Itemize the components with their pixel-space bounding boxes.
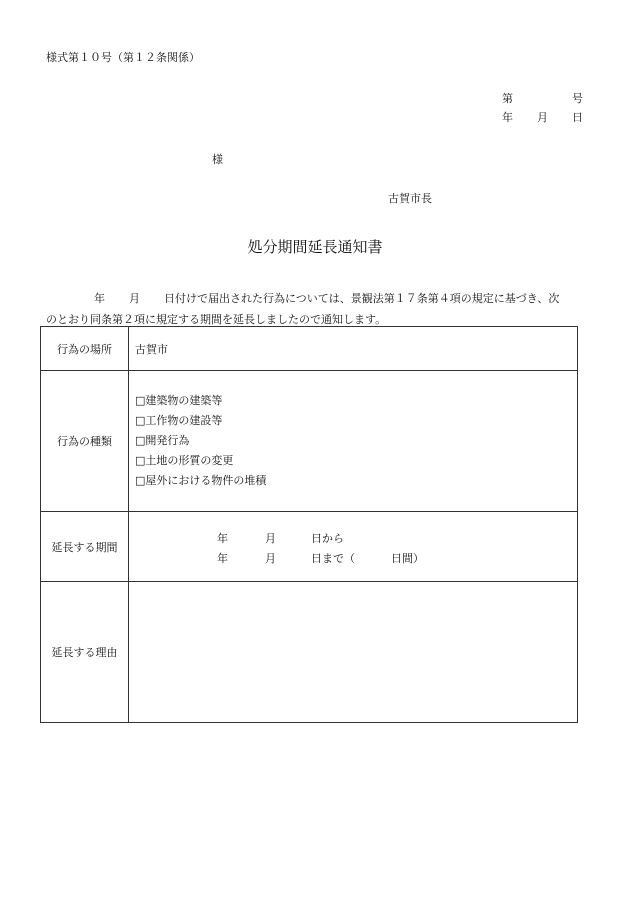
number-suffix: 号 [572,92,583,105]
period-end-until: 日まで（ [311,551,355,565]
page-title: 処分期間延長通知書 [247,238,383,256]
option-outdoor-storage: □屋外における物件の堆積 [135,474,267,487]
body-month: 月 [129,292,140,305]
form-number: 様式第１０号（第１２条関係） [46,51,200,64]
location-label: 行為の場所 [41,327,129,371]
period-row [41,512,578,582]
option-structure: □工作物の建設等 [135,414,223,427]
date-day: 日 [572,111,583,124]
period-start-line [135,527,577,547]
body-text-line-2: のとおり同条第２項に規定する期間を延長しましたので通知します。 [46,313,387,326]
period-end-year: 年 [217,551,228,565]
document-date-line [500,109,586,123]
document-number-line [500,90,586,104]
location-row [41,327,578,371]
sender: 古賀市長 [388,192,432,205]
period-start-month: 月 [265,531,276,545]
type-label: 行為の種類 [41,371,129,512]
type-row [41,371,578,512]
period-start-end: 日から [311,531,344,545]
period-value [129,512,578,582]
period-label: 延長する期間 [41,512,129,582]
period-start-year: 年 [217,531,228,545]
period-end-month: 月 [265,551,276,565]
body-text-rest: 日付けで届出された行為については、景観法第１７条第４項の規定に基づき、次 [164,292,560,305]
option-building: □建築物の建築等 [135,394,223,407]
reason-row [41,582,578,723]
body-year: 年 [94,292,105,305]
option-development: □開発行為 [135,434,190,447]
application-table [40,326,578,723]
location-value: 古賀市 [129,327,578,371]
reason-label: 延長する理由 [41,582,129,723]
period-days: 日間） [391,551,424,565]
option-land-change: □土地の形質の変更 [135,454,234,467]
period-end-line [135,547,577,567]
date-year: 年 [502,111,513,124]
reason-value [129,582,578,723]
date-month: 月 [537,111,548,124]
body-text-line-1 [46,290,586,306]
number-prefix: 第 [502,92,513,105]
addressee: 様 [212,153,223,166]
type-options [129,371,578,512]
